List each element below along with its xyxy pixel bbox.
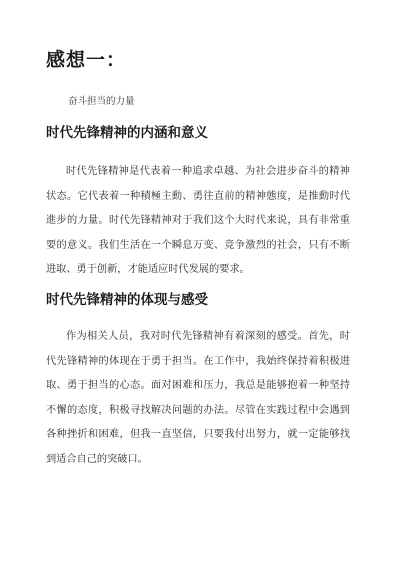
- section-heading-experience: 时代先锋精神的体现与感受: [46, 292, 208, 308]
- paragraph-line: 进取、勇于创新，才能适应时代发展的要求。: [46, 264, 250, 275]
- paragraph-line: 要的意义。我们生活在一个瞬息万变、竞争激烈的社会，只有不断: [46, 239, 350, 251]
- section-heading-meaning: 时代先锋精神的内涵和意义: [46, 125, 208, 141]
- paragraph-line: 代先锋精神的体现在于勇于担当。在工作中，我始终保持着积极进: [46, 355, 350, 367]
- paragraph-line: 不懈的态度，积极寻找解决问题的办法。尽管在实践过程中会遇到: [46, 404, 350, 416]
- paragraph-line: 时代先锋精神是代表着一种追求卓越、为社会进步奋斗的精神: [66, 166, 350, 177]
- document-subtitle: 奋斗担当的力量: [68, 96, 135, 107]
- paragraph-line: 作为相关人员，我对时代先锋精神有着深刻的感受。首先，时: [66, 331, 350, 342]
- paragraph-line: 取、勇于担当的心态。面对困难和压力，我总是能够抱着一种坚持: [46, 380, 350, 391]
- paragraph-line: 到适合自己的突破口。: [46, 453, 148, 465]
- paragraph-line: 進步的力量。时代先锋精神对于我们这个大时代来说，具有非常重: [46, 215, 350, 226]
- section-paragraph-meaning: [46, 160, 350, 283]
- document-title: 感想一：: [46, 49, 127, 71]
- paragraph-line: 状态。它代表着一种積極主動、勇往直前的精神態度，是推動时代: [46, 190, 350, 202]
- paragraph-line: 各种挫折和困难，但我一直坚信，只要我付出努力，就一定能够找: [46, 429, 350, 440]
- section-paragraph-experience: [46, 325, 350, 472]
